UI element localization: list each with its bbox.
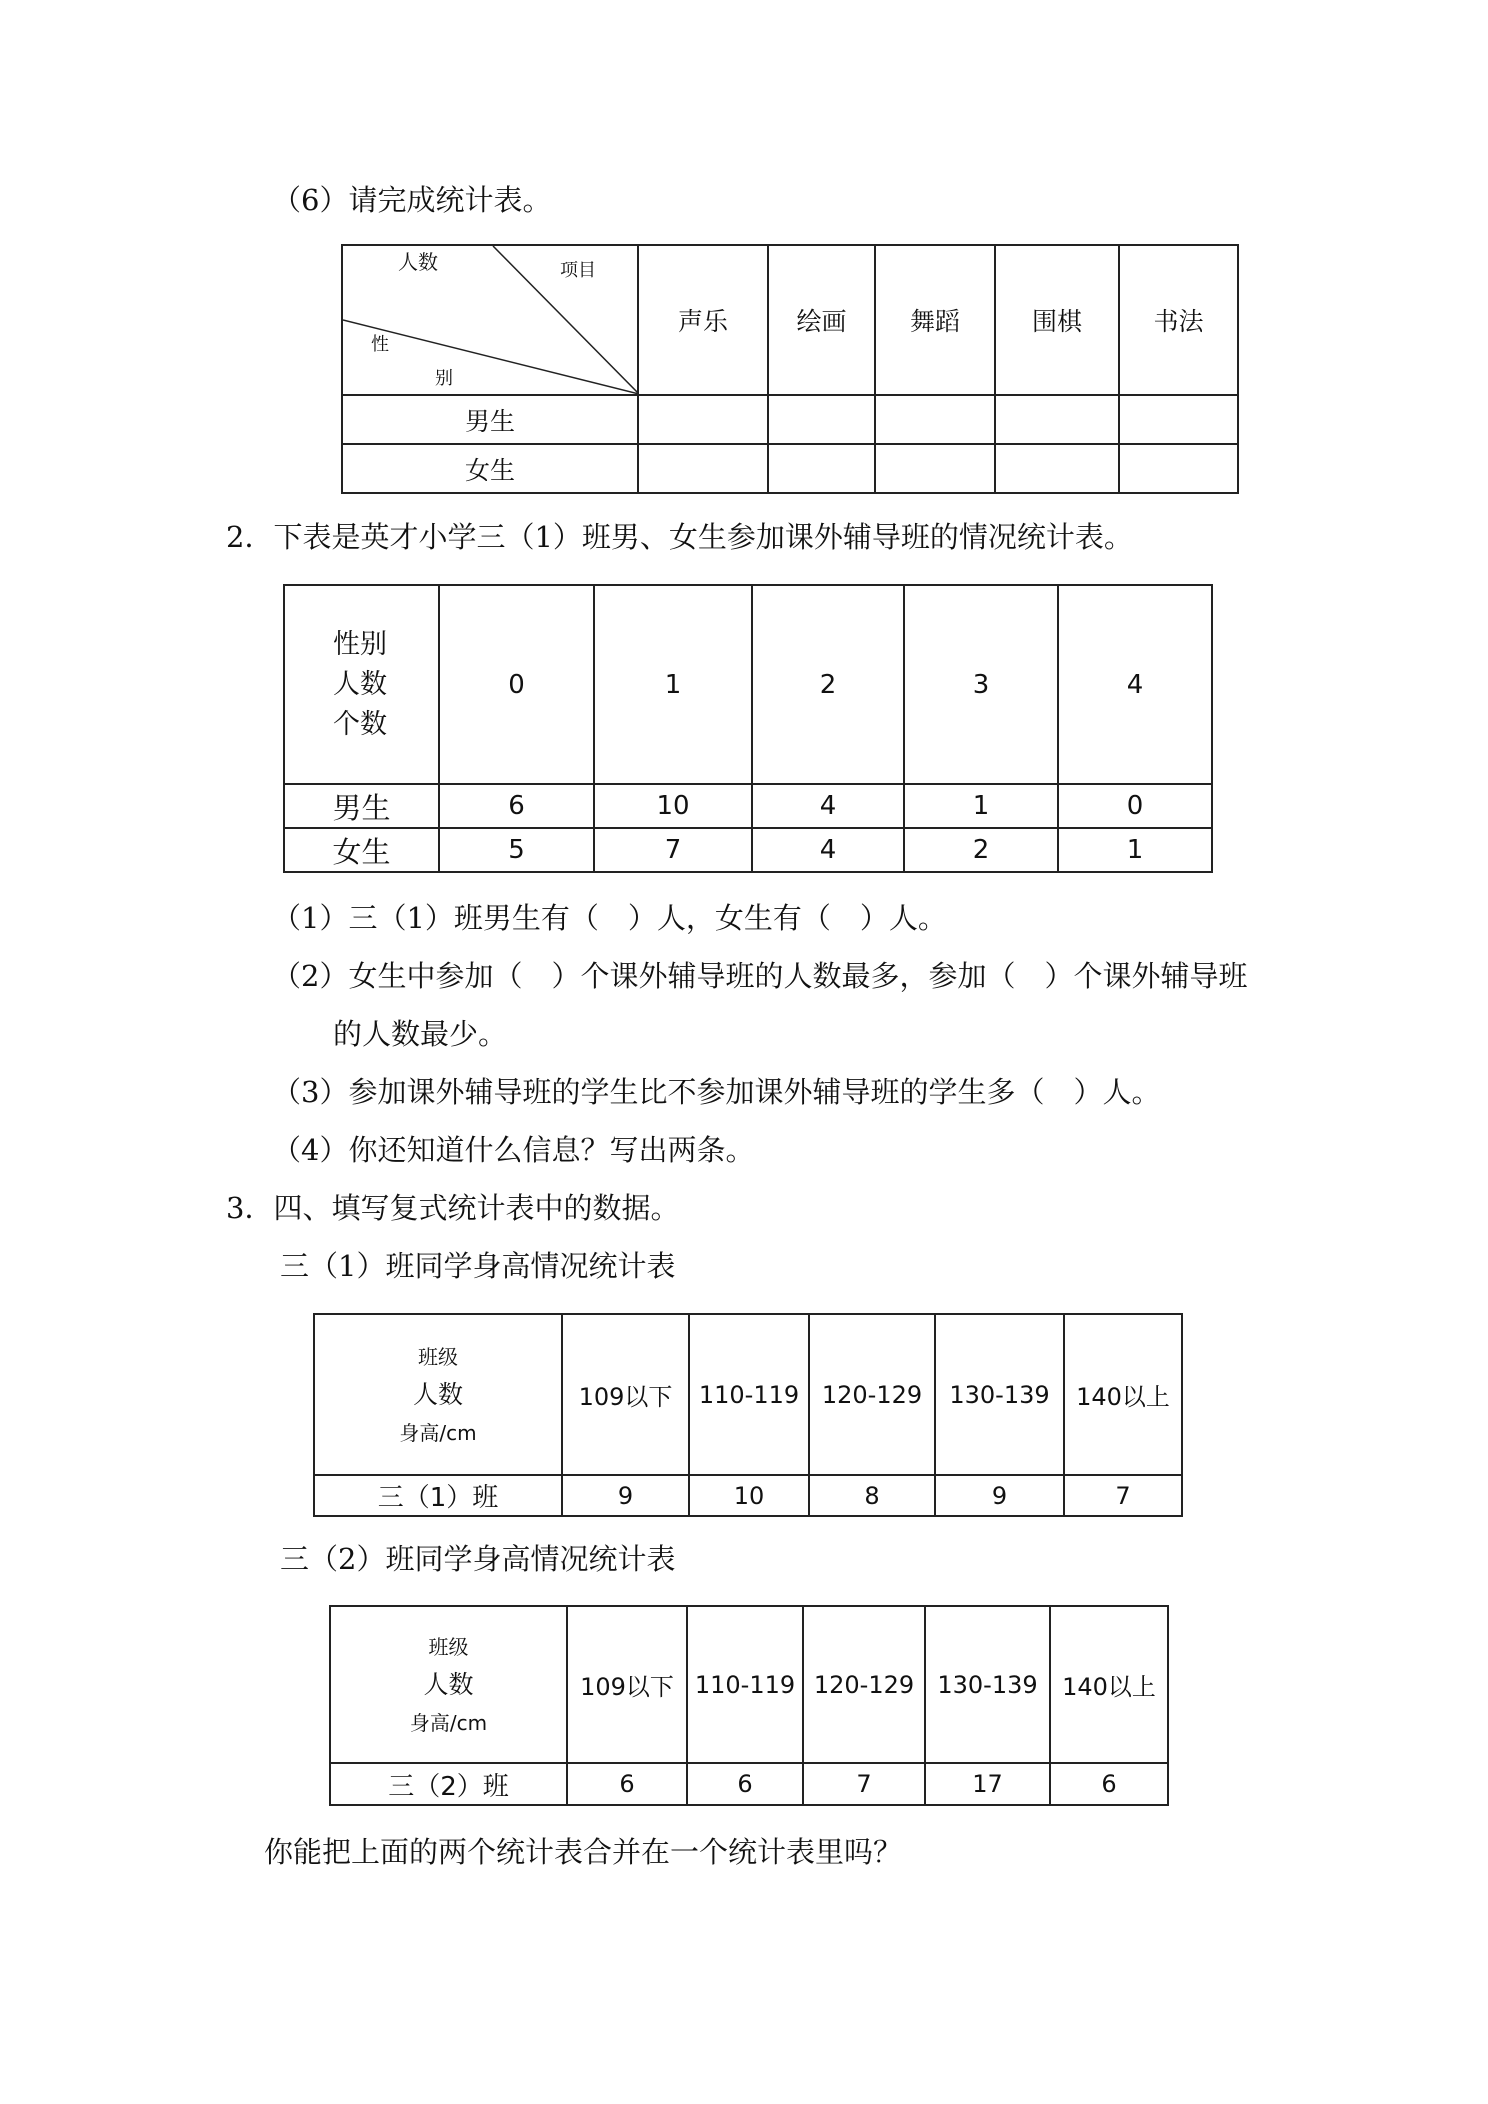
corner-label: 班级: [428, 1634, 469, 1659]
blank-cell[interactable]: [1119, 395, 1238, 444]
row-label: 女生: [284, 828, 439, 872]
column-header: 110-119: [689, 1314, 809, 1475]
q3-closing: 你能把上面的两个统计表合并在一个统计表里吗？: [264, 1835, 903, 1869]
corner-label: 人数: [412, 1379, 463, 1409]
corner-label: 性别: [333, 628, 387, 660]
q2-title: 2．下表是英才小学三（1）班男、女生参加课外辅导班的情况统计表。: [226, 520, 1133, 554]
table-cell: 4: [752, 828, 904, 872]
column-header: 109以下: [562, 1314, 689, 1475]
table-row: [284, 784, 1212, 828]
activity-table: [341, 244, 1239, 494]
column-header: 109以下: [567, 1606, 687, 1763]
corner-label: 身高/cm: [409, 1710, 488, 1735]
corner-label-people: 人数: [398, 250, 438, 274]
table-cell: 6: [687, 1763, 803, 1805]
table-row: [284, 828, 1212, 872]
column-header: 130-139: [935, 1314, 1064, 1475]
table-cell: 5: [439, 828, 594, 872]
row-label: 男生: [284, 784, 439, 828]
column-header: 声乐: [638, 245, 768, 395]
row-label: 男生: [342, 395, 638, 444]
column-header: 130-139: [925, 1606, 1050, 1763]
blank-cell[interactable]: [1119, 444, 1238, 493]
table-cell: 10: [689, 1475, 809, 1516]
table-cell: 6: [567, 1763, 687, 1805]
table-cell: 4: [752, 784, 904, 828]
diagonal-header-cell: [342, 245, 638, 395]
corner-label: 人数: [423, 1669, 474, 1699]
q3-title: 3．四、填写复式统计表中的数据。: [226, 1191, 680, 1225]
q1-6-prompt: （6）请完成统计表。: [272, 183, 552, 217]
column-header: 书法: [1119, 245, 1238, 395]
table-row: [342, 444, 1238, 493]
table-cell: 10: [594, 784, 752, 828]
table-cell: 6: [1050, 1763, 1168, 1805]
table-cell: 9: [935, 1475, 1064, 1516]
table-cell: 7: [803, 1763, 925, 1805]
blank-cell[interactable]: [995, 444, 1119, 493]
table-row: [314, 1475, 1182, 1516]
blank-cell[interactable]: [638, 395, 768, 444]
table-row: [342, 395, 1238, 444]
blank-cell[interactable]: [768, 444, 875, 493]
row-label: 三（1）班: [314, 1475, 562, 1516]
q2-question-3: （3）参加课外辅导班的学生比不参加课外辅导班的学生多（ ）人。: [272, 1075, 1161, 1109]
height-table-class2: [329, 1605, 1169, 1806]
corner-label-item: 项目: [560, 260, 596, 281]
column-header: 140以上: [1064, 1314, 1182, 1475]
corner-label: 身高/cm: [399, 1420, 477, 1445]
table-cell: 7: [1064, 1475, 1182, 1516]
corner-label-gender-1: 性: [371, 334, 389, 355]
column-header: 围棋: [995, 245, 1119, 395]
table1-caption: 三（1）班同学身高情况统计表: [280, 1249, 676, 1283]
column-header: 120-129: [809, 1314, 935, 1475]
table-cell: 6: [439, 784, 594, 828]
blank-cell[interactable]: [768, 395, 875, 444]
table-cell: 1: [1058, 828, 1212, 872]
table2-caption: 三（2）班同学身高情况统计表: [280, 1542, 676, 1576]
table-cell: 9: [562, 1475, 689, 1516]
column-header: 120-129: [803, 1606, 925, 1763]
corner-label-gender-2: 别: [435, 368, 453, 389]
column-header: 140以上: [1050, 1606, 1168, 1763]
q2-question-1: （1）三（1）班男生有（ ）人，女生有（ ）人。: [272, 901, 947, 935]
column-header: 110-119: [687, 1606, 803, 1763]
column-header: 1: [594, 585, 752, 784]
table-row: [330, 1763, 1168, 1805]
table-cell: 8: [809, 1475, 935, 1516]
corner-header: [284, 585, 439, 784]
column-header: 2: [752, 585, 904, 784]
q2-question-2-cont: 的人数最少。: [333, 1017, 508, 1051]
column-header: 3: [904, 585, 1058, 784]
blank-cell[interactable]: [875, 395, 995, 444]
blank-cell[interactable]: [875, 444, 995, 493]
q2-question-2: （2）女生中参加（ ）个课外辅导班的人数最多，参加（ ）个课外辅导班: [272, 959, 1248, 993]
blank-cell[interactable]: [995, 395, 1119, 444]
table-cell: 1: [904, 784, 1058, 828]
corner-label: 人数: [333, 668, 387, 700]
table-cell: 7: [594, 828, 752, 872]
corner-label: 个数: [333, 708, 387, 740]
tutoring-table: [283, 584, 1213, 873]
column-header: 绘画: [768, 245, 875, 395]
height-table-class1: [313, 1313, 1183, 1517]
corner-header: [330, 1606, 567, 1763]
table-cell: 17: [925, 1763, 1050, 1805]
corner-label: 班级: [418, 1344, 458, 1369]
column-header: 0: [439, 585, 594, 784]
row-label: 三（2）班: [330, 1763, 567, 1805]
q2-question-4: （4）你还知道什么信息？写出两条。: [272, 1133, 755, 1167]
table-cell: 0: [1058, 784, 1212, 828]
blank-cell[interactable]: [638, 444, 768, 493]
table-cell: 2: [904, 828, 1058, 872]
row-label: 女生: [342, 444, 638, 493]
column-header: 舞蹈: [875, 245, 995, 395]
column-header: 4: [1058, 585, 1212, 784]
corner-header: [314, 1314, 562, 1475]
